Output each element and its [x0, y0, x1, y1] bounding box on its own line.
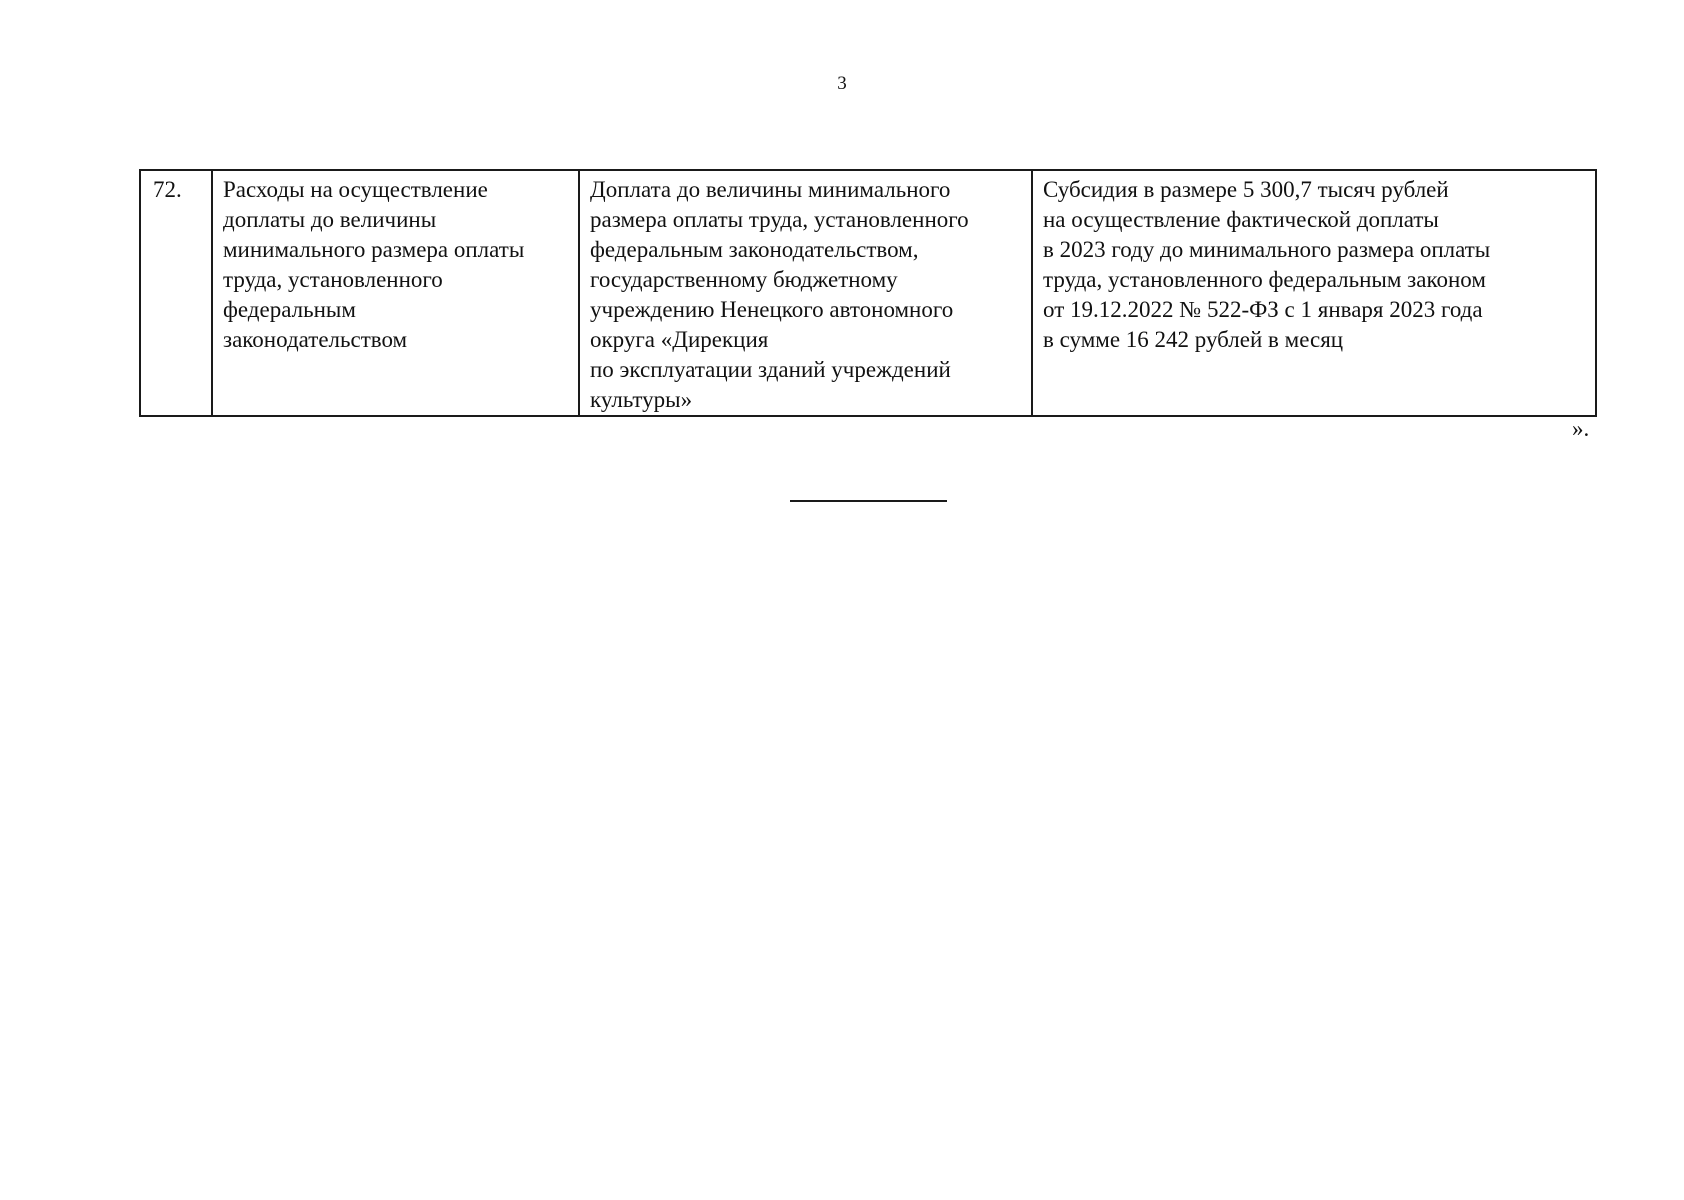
row-number-cell: 72.	[140, 170, 212, 416]
table-row	[140, 170, 1596, 416]
closing-quote: ».	[1572, 416, 1590, 441]
expenditure-table	[139, 169, 1597, 417]
page-number: 3	[837, 73, 847, 94]
end-of-document-line	[790, 500, 947, 502]
subsidy-basis-cell: Субсидия в размере 5 300,7 тысяч рублей на осуществление фактической доплаты в 2023 году до минимального размера оплаты труда, установленного федеральным законом от 19.12.2022 № 522-ФЗ с 1 января 2023 года в сумме 16 242 рублей в месяц	[1032, 170, 1596, 416]
expense-description-cell: Доплата до величины минимального размера оплаты труда, установленного федеральным законодательством, государственному бюджетному учреждению Ненецкого автономного округа «Дирекция по эксплуатации зданий учреждений культуры»	[579, 170, 1032, 416]
expense-name-cell: Расходы на осуществление доплаты до величины минимального размера оплаты труда, установленного федеральным законодательством	[212, 170, 579, 416]
